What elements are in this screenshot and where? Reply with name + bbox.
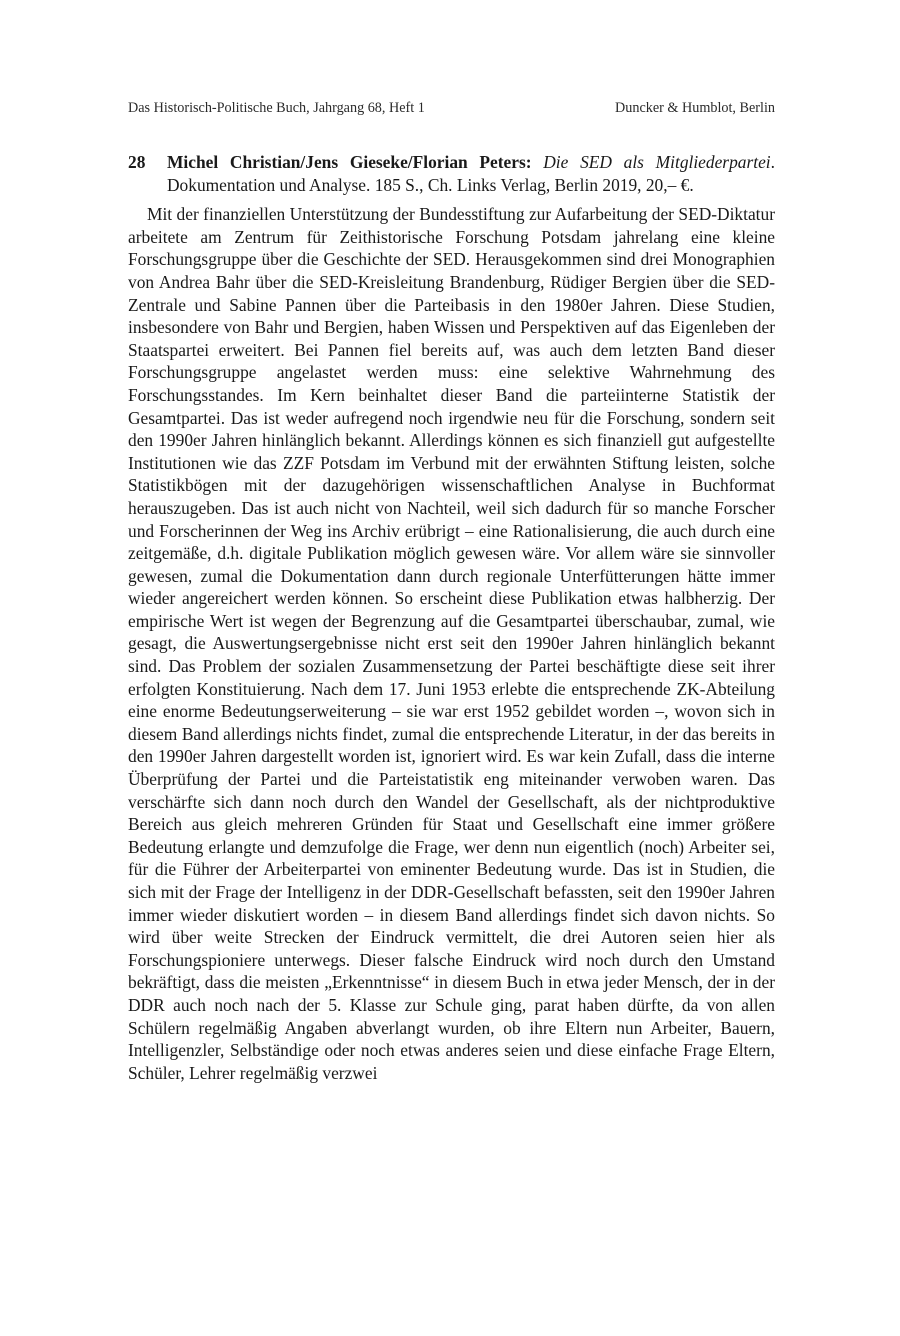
book-citation [167, 151, 775, 196]
book-page [128, 98, 775, 1084]
journal-title: Das Historisch-Politische Buch, Jahrgang 68, Heft 1 [128, 100, 425, 116]
book-authors: Michel Christian/Jens Gieseke/Florian Peters: [167, 152, 532, 172]
running-head [128, 98, 775, 118]
book-title: Die SED als Mitgliederpartei [543, 152, 771, 172]
review-paragraph: Mit der finanziellen Unterstützung der Bundesstiftung zur Aufarbeitung der SED-Diktatur arbeitete am Zentrum für Zeithistorische Forschung Potsdam jahrelang eine kleine Forschungsgruppe über die Geschichte der SED. Herausgekommen sind drei Monographien von Andrea Bahr über die SED-Kreisleitung Brandenburg, Rüdiger Bergien über die SED-Zentrale und Sabine Pannen über die Parteibasis in den 1980er Jahren. Diese Studien, insbesondere von Bahr und Bergien, haben Wissen und Perspektiven auf das Eigenleben der Staatspartei erweitert. Bei Pannen fiel bereits auf, was auch dem letzten Band dieser Forschungsgruppe angelastet werden muss: eine selektive Wahrnehmung des Forschungsstandes. Im Kern beinhaltet dieser Band die parteiinterne Statistik der Gesamtpartei. Das ist weder aufregend noch irgendwie neu für die Forschung, sondern seit den 1990er Jahren hinlänglich bekannt. Allerdings können es sich finanziell gut aufgestellte Institutionen wie das ZZF Potsdam im Verbund mit der erwähnten Stiftung leisten, solche Statistikbögen mit der dazugehörigen wissenschaftlichen Analyse in Buchformat herauszugeben. Das ist auch nicht von Nachteil, weil sich dadurch für so manche Forscher und Forscherinnen der Weg ins Archiv erübrigt – eine Rationalisierung, die auch durch eine zeitgemäße, d.h. digitale Publikation möglich gewesen wäre. Vor allem wäre sie sinnvoller gewesen, zumal die Dokumentation dann durch regionale Unterfütterungen hätte immer wieder angereichert werden können. So erscheint diese Publikation etwas halbherzig. Der empirische Wert ist wegen der Begrenzung auf die Gesamtpartei überschaubar, zumal, wie gesagt, die Auswertungsergebnisse nicht erst seit den 1990er Jahren hinlänglich bekannt sind. Das Problem der sozialen Zusammensetzung der Partei beschäftigte diese seit ihrer erfolgten Konstituierung. Nach dem 17. Juni 1953 erlebte die entsprechende ZK-Abteilung eine enorme Bedeutungserweiterung – sie war erst 1952 gebildet worden –, wovon sich in diesem Band allerdings nichts findet, zumal die entsprechende Literatur, in der das bereits in den 1990er Jahren dargestellt worden ist, ignoriert wird. Es war kein Zufall, dass die interne Überprüfung der Partei und die Parteistatistik eng miteinander verwoben waren. Das verschärfte sich dann noch durch den Wandel der Gesellschaft, als der nichtproduktive Bereich aus gleich mehreren Gründen für Staat und Gesellschaft eine immer größere Bedeutung erlangte und demzufolge die Frage, wer denn nun eigentlich (noch) Arbeiter sei, für die Führer der Arbeiterpartei von eminenter Bedeutung wurde. Das ist in Studien, die sich mit der Frage der Intelligenz in der DDR-Gesellschaft befassten, seit den 1990er Jahren immer wieder diskutiert worden – in diesem Band allerdings findet sich davon nichts. So wird über weite Strecken der Eindruck vermittelt, die drei Autoren seien hier als Forschungspioniere unterwegs. Dieser falsche Eindruck wird noch durch den Umstand bekräftigt, dass die meisten „Erkenntnisse“ in diesem Buch in etwa jeder Mensch, der in der DDR auch noch nach der 5. Klasse zur Schule ging, parat haben dürfte, da von allen Schülern regelmäßig Angaben abverlangt wurden, ob ihre Eltern nun Arbeiter, Bauern, Intelligenzler, Selbständige oder noch etwas anderes seien und diese einfache Frage Eltern, Schüler, Lehrer regelmäßig verzwei [128, 204, 775, 1083]
book-details: . Dokumentation und Analyse. 185 S., Ch. Links Verlag, Berlin 2019, 20,– €. [167, 152, 775, 195]
review-entry-heading [128, 151, 775, 196]
publisher: Duncker & Humblot, Berlin [615, 100, 775, 116]
review-body [128, 203, 775, 1084]
entry-number: 28 [128, 152, 146, 172]
